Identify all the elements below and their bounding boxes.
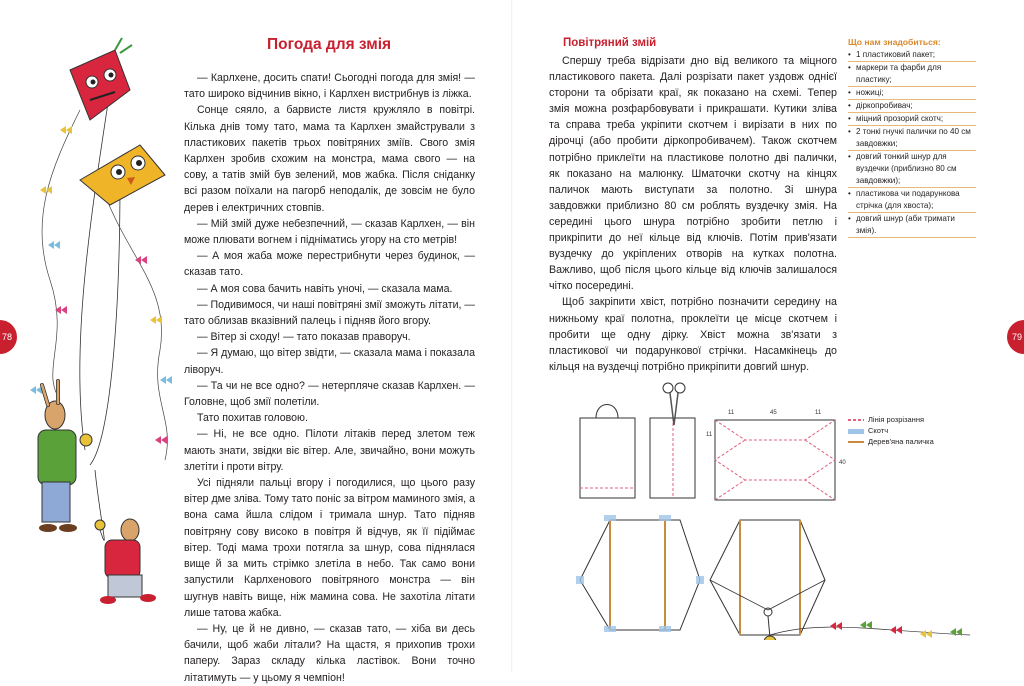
story-paragraph: — Вітер зі сходу! — тато показав праворуч. [197,331,411,344]
kite-tape-diagram [576,515,704,632]
instructions-paragraph: Спершу треба відрізати дно від великого та міцного пластикового пакета. Далі розрізати пакет уздовж однієї сторони та обрізати краї, як показано на схемі. Тепер змія можна розфарбовувати і прикрашати. Кутики зліва та справа треба укріпити скотчем і вирізати в них по дірочці (або пробити діркопробивачем). Також скотчем потрібно приклеїти на пластикове полотно дві палички, як показано на малюнку. Шматочки скотчу на кінцях паличок мають виступати за полотно. Зі шнура завдовжки приблизно 80 см роблять вуздечку змія. На середині цього шнура потрібно зробити петлю і прикріпити до неї кільце від ключів. Потім прив'язати вуздечку до укріплених отворів на кутках полотна. Важливо, щоб після цього кільце від ключів залишалося чітко посередині. [549,55,837,293]
materials-item: • міцний прозорий скотч; [848,113,976,126]
legend-item [848,437,934,447]
legend-label: Дерев'яна паличка [868,437,934,446]
materials-item: • діркопробивач; [848,100,976,113]
materials-box [848,37,976,238]
dim-label: 40 [839,460,846,466]
instructions-paragraph: Щоб закріпити хвіст, потрібно позначити середину на нижньому краї полотна, проклеїти це місце скотчем і пробити ще одну дірку. Хвіст можна зв'язати з пластикової чи подарункової стрічки. Насамкінець до кільця на вуздечці потрібно прикріпити довгий шнур. [549,296,837,373]
legend-label: Скотч [868,426,889,435]
materials-item: • ножиці; [848,87,976,100]
story-paragraph: — Ну, це й не дивно, — сказав тато, — хіба ви десь бачили, щоб жаби літали? На щастя, я прихопив трохи паперу. Зараз складу кілька ластівок. Вони точно літатимуть — у цьому я чемпіон! [184,622,475,684]
dim-label: 11 [728,410,735,416]
story-title: Погода для змія [267,36,392,53]
kite-bridle-diagram [710,520,970,640]
story-text [184,70,475,686]
materials-item: • пластикова чи подарункова стрічка (для хвоста); [848,188,976,213]
plastic-bag-icon [580,405,635,499]
page-number-right: 79 [1007,320,1024,354]
scissors-icon [650,383,695,498]
story-paragraph: Сонце сяяло, а барвисте листя кружляло в повітрі. Кілька днів тому тато, мама та Карлхен змайстрували з пластикових пакетів трьох повітряних зміїв. Свого змія Карлхен зробив схожим на монстра, мама свого — на сову, а татів змій був зелений, мов жабка. Після сніданку всі разом поїхали на пагорб неподалік, де зовсім не було дерев і електричних стовпів. [184,104,475,214]
left-page [0,0,512,684]
kites-illustration [0,20,200,660]
story-paragraph: Усі підняли пальці вгору і погодилися, що цього разу вітер дме зліва. Тому тато поніс за вітром маминого змія, а вона сама йшла слідом і тримала шнур. Тато підняв повітряну сову високо в повітря й відчув, як її підіймає вітер. Тоді мама трохи потягла за шнур, сова піднялася вище й за мить стрімко злетіла в небо. Так само вони запустили Карлхенового повітряного монстра — він шугнув навіть вище, ніж мамина сова. Не захотіла літати лише татова жабка. [184,477,475,619]
instructions-title: Повітряний змій [563,37,657,49]
instructions-text [549,53,837,375]
materials-item: • 2 тонкі гнучкі палички по 40 см завдовжки; [848,126,976,151]
rabbit-dad-icon [38,381,92,532]
materials-item: • довгий шнур (аби тримати змія). [848,213,976,238]
cut-sheet-diagram [706,410,846,500]
legend-label: Лінія розрізання [868,415,925,424]
story-paragraph: — Карлхене, досить спати! Сьогодні погода для змія! — тато широко відчинив вікно, і Карлхен вистрибнув із ліжка. [184,72,475,101]
story-paragraph: — Я думаю, що вітер звідти, — сказала мама і показала ліворуч. [184,347,475,376]
owl-kite-icon [80,145,165,205]
monster-kite-icon [70,38,132,120]
dim-label: 11 [815,410,822,416]
rabbit-child-icon [95,519,156,604]
story-paragraph: — Мій змій дуже небезпечний, — сказав Карлхен, — він може плювати вогнем і підніматись угору на сто метрів! [184,217,475,247]
materials-item: • довгий тонкий шнур для вуздечки (приблизно 80 см завдовжки); [848,151,976,188]
dim-label: 11 [706,432,713,438]
story-paragraph: — Ні, не все одно. Пілоти літаків перед злетом теж мають знати, звідки віє вітер. Але, звичайно, вони можуть злетіти і проти вітру. [184,428,475,473]
story-paragraph: — А моя жаба може перестрибнути через будинок, — сказав тато. [184,250,475,279]
materials-item: • маркери та фарби для пластику; [848,62,976,87]
materials-item: • 1 пластиковий пакет; [848,49,976,62]
diagram-legend [848,415,934,448]
legend-item [848,426,934,436]
story-paragraph: — А моя сова бачить навіть уночі, — сказала мама. [197,282,453,295]
legend-item [848,415,934,425]
story-paragraph: — Подивимося, чи наші повітряні змії зможуть літати, — тато облизав вказівний палець і підняв його вгору. [184,298,475,328]
dim-label: 45 [770,410,777,416]
story-paragraph: Тато похитав головою. [197,412,308,425]
story-paragraph: — Та чи не все одно? — нетерпляче сказав Карлхен. — Головне, щоб змії полетіли. [184,379,475,409]
materials-title: Що нам знадобиться: [848,37,941,47]
materials-list [848,49,976,238]
page-number-left: 78 [0,320,17,354]
